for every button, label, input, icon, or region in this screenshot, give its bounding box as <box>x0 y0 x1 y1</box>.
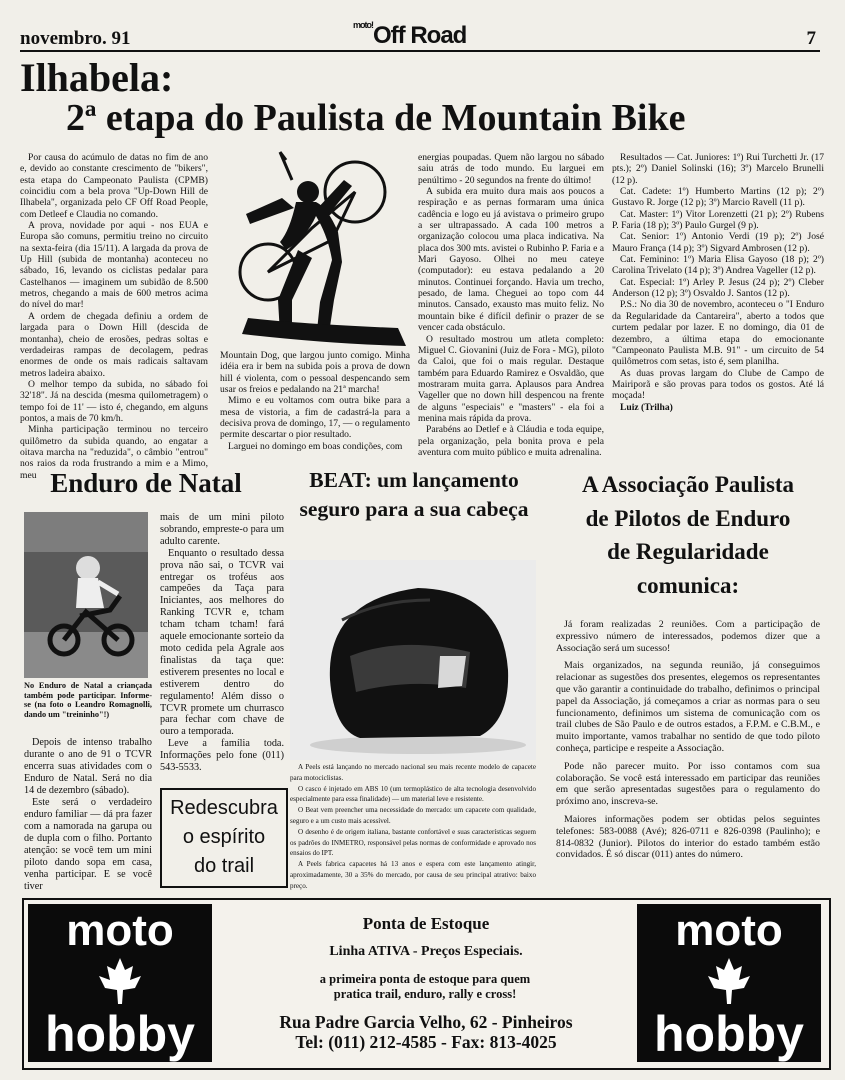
paragraph: A prova, novidade por aqui - nos EUA e Europa são comuns, permitiu treino no circuito na sexta-feira (dia 15/11). A largada da prova de Up Hill (subida de montanha) aconteceu no sábado, 16, levando os ciclistas pedalar para Castelhanos — imaginem um subidão de 8.500 metros, chegando a mais de 600 metros acima do nível do mar! <box>20 220 208 311</box>
paragraph: Mountain Dog, que largou junto comigo. Minha idéia era ir bem na subida pois a prova de down hill é violenta, com o pessoal despencando sem usar os freios e pedalando na 21ª marcha! <box>220 350 410 396</box>
title-line: de Pilotos de Enduro <box>585 505 791 531</box>
paragraph: Depois de intenso trabalho durante o ano de 91 o TCVR encerra suas atividades com o Enduro de Natal. Será no dia 14 de dezembro (sábado). <box>24 737 152 796</box>
moto-hobby-logo-left <box>28 904 212 1062</box>
paragraph: Cat. Especial: 1º) Arley P. Jesus (24 p); 2º) Cleber Anderson (12 p); 3º) Osvaldo J. Santos (12 p). <box>612 276 824 300</box>
box-line: o espírito <box>182 826 266 848</box>
paragraph: Já foram realizadas 2 reuniões. Com a participação de expressivo número de interessados, podemos dizer que a Associação será um sucesso! <box>556 619 820 654</box>
beat-title: BEAT: um lançamento seguro para a sua cabeça <box>299 468 529 521</box>
paragraph: Enquanto o resultado dessa prova não sai, o TCVR vai entregar os troféus aos campeões da Taça para Iniciantes, aos melhores do Ranking TCVR e, tcham tcham tcham tcham! fará aquele emocionante sorteio da moto cedida pela Agrale aos finalistas da taça que: estiverem presentes no local e estiverem dentro do regulamento! Além disso o TCVR promete um churrasco para fechar com chave de ouro a temporada. <box>160 547 284 738</box>
paragraph: Resultados — Cat. Juniores: 1º) Rui Turchetti Jr. (17 pts.); 2º) Daniel Solinski (16); 3º) Marcelo Brunelli (12 p). <box>612 152 824 186</box>
ad-pitch: a primeira ponta de estoque para quem pratica trail, enduro, rally e cross! <box>319 972 531 1001</box>
enduro-photo-caption: No Enduro de Natal a criançada também pode participar. Informe-se (na foto o Leandro Romagnolli, dando um "treininho"!) <box>24 681 152 719</box>
paragraph: Cat. Master: 1º) Vitor Lorenzetti (21 p); 2º) Rubens P. Faria (18 p); 3º) Paulo Gurgel (9 p). <box>612 208 824 232</box>
paragraph: O resultado mostrou um atleta completo: Miguel C. Giovanini (Juiz de Fora - MG), piloto da Caloi, que foi o mais regular. Destaque também para Eduardo Ramirez e Osvaldão, que mostraram muita garra. Aplausos para Andrea Vageller que no down hill despencou na frente de alguns "especiais" e "masters" - ela foi a menina mais rápida da prova. <box>418 333 604 424</box>
paragraph: Cat. Senior: 1º) Antonio Verdi (19 p); 2º) José Mauro França (14 p); 3º) Sigvard Ambrosen (12 p). <box>612 231 824 254</box>
logo-word-top: moto <box>66 906 174 955</box>
signature: Luiz (Trilha) <box>620 401 673 413</box>
article-title: Ilhabela: <box>20 55 174 100</box>
page-header <box>20 20 820 52</box>
beat-text <box>290 762 536 892</box>
box-line: Redescubra <box>170 797 278 819</box>
paragraph: As duas provas largam do Clube de Campo de Mairiporã e são provas para todos os gostos. Até lá moçada! <box>612 367 824 402</box>
biker-silhouette-image <box>220 150 410 348</box>
paragraph: Minha participação terminou no terceiro quilômetro da subida quando, ao engatar a oitava marcha na "reduzida", o câmbio "entrou" nos raios da roda frustrando a mim e a Mimo, meu <box>20 424 208 481</box>
paragraph: O casco é injetado em ABS 10 (um termoplástico de alta tecnologia desenvolvido especialmente para essa finalidade) — um material leve e resistente. <box>290 784 536 804</box>
paragraph: A subida era muito dura mais aos poucos a respiração e as pernas formaram uma única cadência e logo eu já avistava o primeiro grupo a ser ultrapassado. A cada 100 metros a organização colocou uma placa indicativa. Na placa dos 300 mts. avistei o Rubinho P. Faria e a Mari Gayoso. Olhei no meu cateye (computador): eu estava pedalando a 20 minutos. Continuei forçando. Havia um trecho, pesado, de lama. Cheguei ao topo com 44 minutos. Cansado, exausto mas muito feliz. No mountain bike é difícil definir o prazer de se vencer cada obstáculo. <box>418 186 604 334</box>
ad-address: Rua Padre Garcia Velho, 62 - Pinheiros <box>279 1012 573 1032</box>
paragraph: Cat. Cadete: 1º) Humberto Martins (12 p); 2º) Gustavo R. Jorge (12 p); 3º) Marcio Ravell (11 p). <box>612 186 824 209</box>
logo-word-bottom: hobby <box>45 1006 195 1062</box>
paragraph: O Beat vem preencher uma necessidade do mercado: um capacete com qualidade, seguro e a um custo mais acessível. <box>290 806 536 825</box>
paragraph: Leve a família toda. Informações pelo fone (011) 543-5533. <box>160 738 284 774</box>
associacao-text <box>556 619 820 861</box>
article-column-3 <box>418 152 604 458</box>
maple-leaf-icon <box>704 956 754 1006</box>
paragraph: Mais organizados, na segunda reunião, já conseguimos relacionar as sugestões dos presentes, elegemos os representantes que vão garantir a continuidade do trabalho, definimos o principal papel da Associação, já começamos a criar as normas para o seu funcionamento, definimos um sistema de comunicação com os trail clubes de São Paulo e de outros estados, a F.P.M. e C.B.M., e muito importante, vamos trabalhar no sentido de que todo piloto conheça, participe e respeite a Associação. <box>556 660 820 754</box>
paragraph: A ordem de chegada definiu a ordem de largada para o Down Hill (descida de montanha), cheio de erosões, pedras soltas e verdadeiras rampas de decolagem, pedras enormes de onde os mais radicais saltavam metros ladeira abaixo. <box>20 310 208 379</box>
helmet-photo <box>290 560 536 760</box>
page-number: 7 <box>806 28 816 49</box>
title-line: de Regularidade <box>607 539 769 564</box>
paragraph: Parabéns ao Detlef e à Cláudia e toda equipe, pela organização, pela bonita prova e pela aventura com muito público e muita adrenalina. <box>418 424 604 458</box>
issue-date: novembro. 91 <box>20 28 131 49</box>
paragraph: A Peels está lançando no mercado nacional seu mais recente modelo de capacete para motociclistas. <box>290 763 536 782</box>
paragraph: O desenho é de origem italiana, bastante confortável e suas características seguem os padrões do INMETRO, responsável pelas normas de conformidade e aprovado nos ensaios do IPT. <box>290 827 536 858</box>
article-column-2 <box>220 350 410 452</box>
box-line: do trail <box>193 855 255 877</box>
ad-line: Linha ATIVA - Preços Especiais. <box>329 944 523 959</box>
paragraph: Este será o verdadeiro enduro familiar — dá pra fazer com a namorada na garupa ou de dupla com o filho. Portanto atenção: se você tem um mini piloto dando sopa em casa, venha participar. E se você tiver <box>24 797 152 892</box>
ad-phone: Tel: (011) 212-4585 - Fax: 813-4025 <box>295 1032 557 1052</box>
article-column-1 <box>20 152 208 481</box>
article-subtitle: 2ª etapa do Paulista de Mountain Bike <box>66 97 686 139</box>
paragraph: Larguei no domingo em boas condições, com <box>228 440 403 452</box>
redescubra-box <box>160 788 288 888</box>
paragraph: A Peels fabrica capacetes há 13 anos e espera com este lançamento atingir, aproximadamente, 30 a 35% do mercado, por causa de seu principal atrativo: baixo preço. <box>290 860 536 890</box>
paragraph: Pode não parecer muito. Por isso contamos com sua colaboração. Se você está interessado em participar das reuniões em que serão apresentadas sugestões para o regulamento do próximo ano, inscreva-se. <box>556 760 820 808</box>
kid-motocross-image <box>24 512 148 678</box>
moto-hobby-ad <box>22 898 831 1070</box>
enduro-column-2 <box>160 512 284 774</box>
results-column <box>612 152 824 413</box>
ad-heading: Ponta de Estoque <box>362 914 490 933</box>
logo-word-bottom: hobby <box>654 1006 804 1062</box>
title-line: A Associação Paulista <box>581 472 795 497</box>
logo-word-top: moto <box>675 906 783 955</box>
magazine-logo-text: Off Road <box>373 22 467 49</box>
moto-hobby-logo-right <box>637 904 821 1062</box>
biker-photo <box>220 150 410 348</box>
associacao-title <box>546 468 830 602</box>
helmet-image <box>290 560 536 760</box>
paragraph: Maiores informações podem ser obtidas pelos seguintes telefones: 583-0088 (Avé); 826-0711 e 826-0398 (Paulinho); e 814-0832 (Junior). Pilotos do interior do estado também estão convidados. É só discar (011) antes do número. <box>556 813 820 861</box>
enduro-title: Enduro de Natal <box>50 468 242 498</box>
enduro-column-1 <box>24 737 152 893</box>
paragraph: Mimo e eu voltamos com outra bike para a mesa de vistoria, a fim de cadastrá-la para a decisiva prova de domingo, 17, — o regulamento permite descartar o pior resultado. <box>220 395 410 441</box>
paragraph: energias poupadas. Quem não largou no sábado saiu atrás de todo mundo. Eu larguei em penúltimo - 20 segundos na frente do último! <box>418 152 604 186</box>
paragraph: O melhor tempo da subida, no sábado foi 32'18". Já na descida (mesma quilometragem) o tempo foi de 11' — isto é, chegando, em alguns pontos, a mais de 70 km/h. <box>20 378 208 424</box>
paragraph: mais de um mini piloto sobrando, empreste-o para um adulto carente. <box>160 512 284 547</box>
paragraph: P.S.: No dia 30 de novembro, aconteceu o "I Enduro da Regularidade da Cantareira", aberto a todos que curtem pedalar por lazer. E no domingo, dia 01 de dezembro, a última etapa do emocionante "Campeonato Paulista M.B. 91" - um circuito de 54 quilômetros com setas, isto é, sem planilha. <box>612 299 824 368</box>
magazine-logo <box>353 22 466 50</box>
paragraph: Cat. Feminino: 1º) Maria Elisa Gayoso (18 p); 2º) Carolina Trivelato (14 p); 3º) Andrea Vageller (12 p). <box>612 254 824 277</box>
maple-leaf-icon <box>95 956 145 1006</box>
magazine-logo-small: moto! <box>353 20 373 30</box>
enduro-photo <box>24 512 148 678</box>
paragraph: Por causa do acúmulo de datas no fim de ano e, devido ao constante crescimento de "bikers", esta etapa do Campeonato Paulista (CPMB) coincidiu com a bela prova "Up-Down Hill de Ilhabela", organizada pelo CF Off Road People, com Detleef e Claudia no comando. <box>20 152 208 220</box>
title-line: comunica: <box>636 572 740 598</box>
